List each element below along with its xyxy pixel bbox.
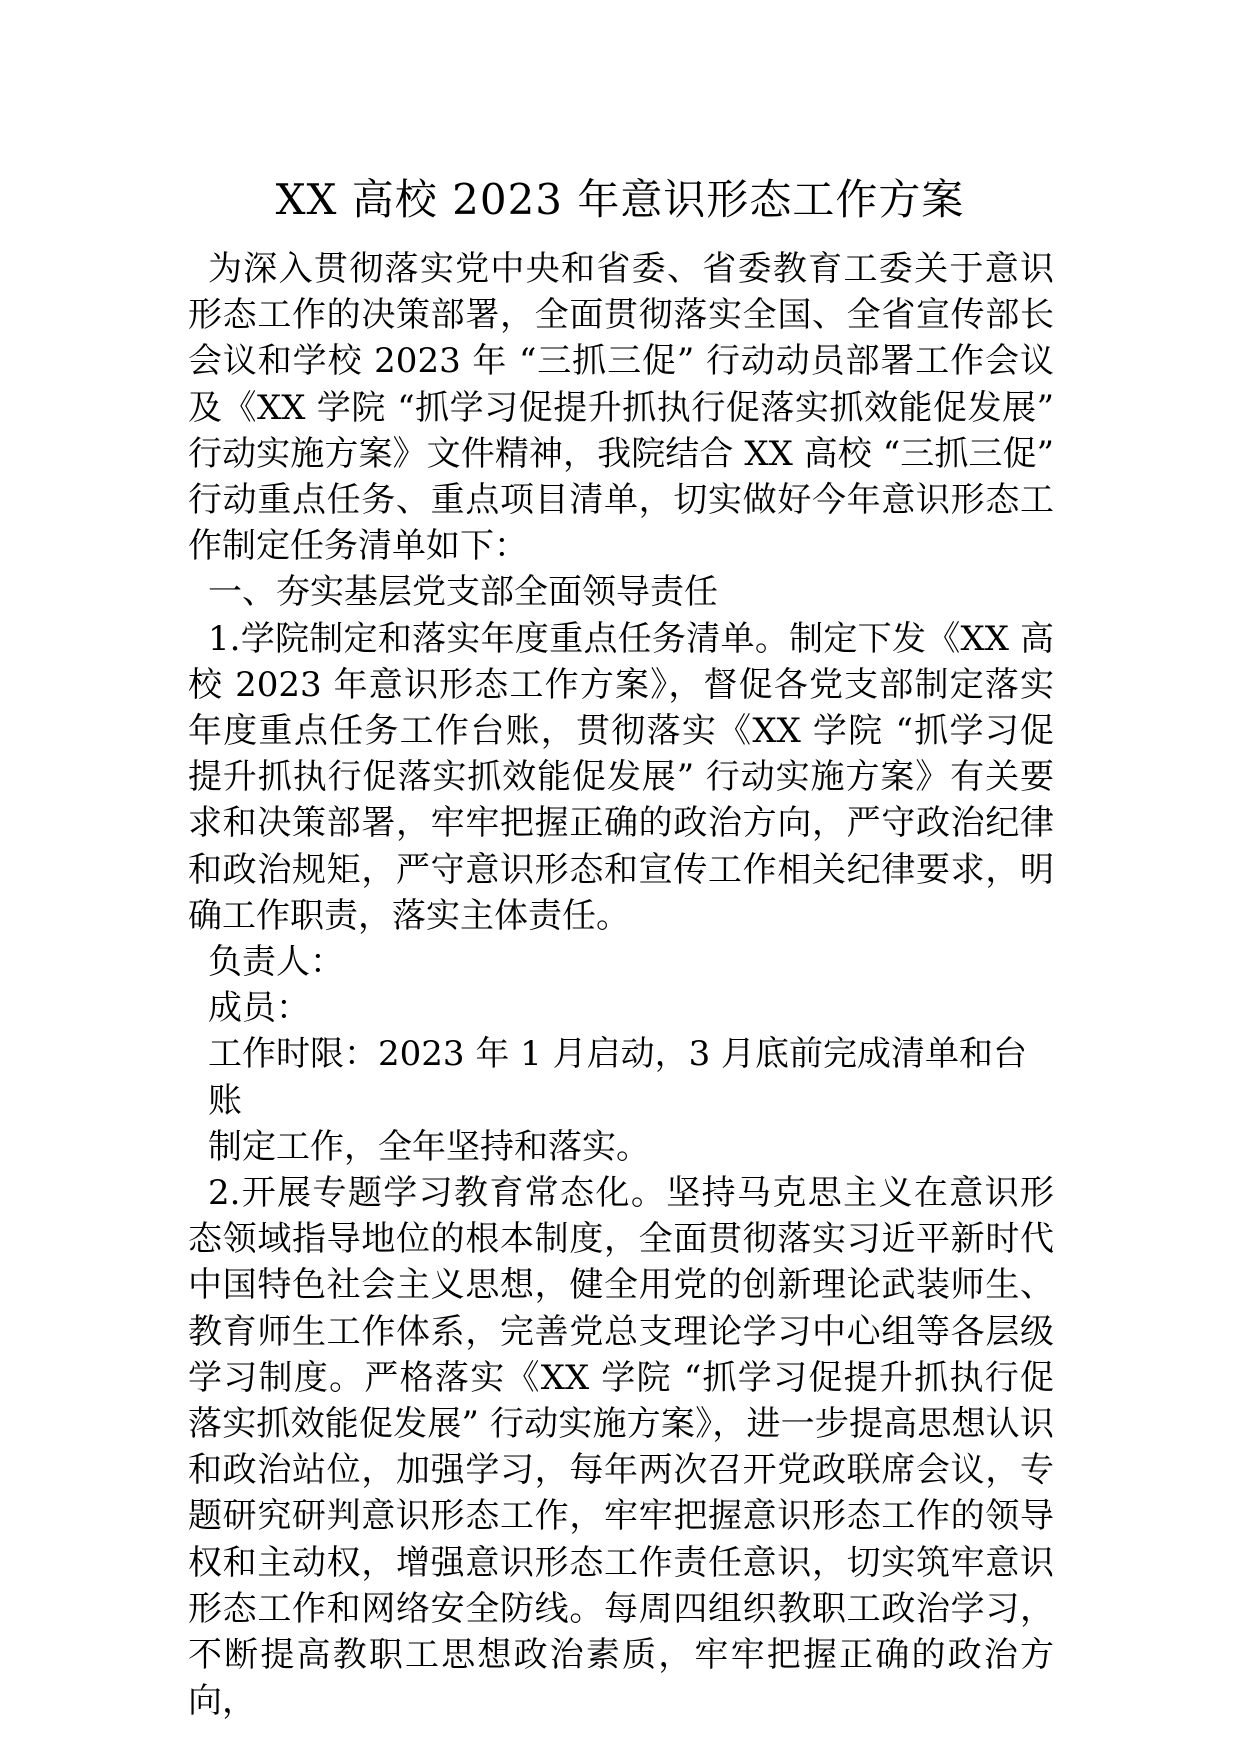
intro-paragraph: 为深入贯彻落实党中央和省委、省委教育工委关于意识形态工作的决策部署，全面贯彻落实全国、全省宣传部长会议和学校 2023 年 “三抓三促” 行动动员部署工作会议及《XX 学院 “抓学习促提升抓执行促落实抓效能促发展” 行动实施方案》文件精神，我院结合 XX 高校 “三抓三促” 行动重点任务、重点项目清单，切实做好今年意识形态工作制定任务清单如下： [188,249,1054,567]
deadline-line: 工作时限：2023 年 1 月启动，3 月底前完成清单和台账 [208,1034,1028,1121]
members-line: 成员： [208,988,310,1029]
deadline-continuation: 制定工作，全年坚持和落实。 [208,1126,650,1167]
section-heading: 一、夯实基层党支部全面领导责任 [208,572,718,613]
task-item-1: 1.学院制定和落实年度重点任务清单。制定下发《XX 高校 2023 年意识形态工作方案》，督促各党支部制定落实年度重点任务工作台账，贯彻落实《XX 学院 “抓学习促提升抓执行促落实抓效能促发展” 行动实施方案》有关要求和决策部署，牢牢把握正确的政治方向，严守政治纪律和政治规矩，严守意识形态和宣传工作相关纪律要求，明确工作职责，落实主体责任。 [188,618,1054,936]
task-item-2: 2.开展专题学习教育常态化。坚持马克思主义在意识形态领域指导地位的根本制度，全面贯彻落实习近平新时代中国特色社会主义思想，健全用党的创新理论武装师生、教育师生工作体系，完善党总支理论学习中心组等各层级学习制度。严格落实《XX 学院 “抓学习促提升抓执行促落实抓效能促发展” 行动实施方案》，进一步提高思想认识和政治站位，加强学习，每年两次召开党政联席会议，专题研究研判意识形态工作，牢牢把握意识形态工作的领导权和主动权，增强意识形态工作责任意识，切实筑牢意识形态工作和网络安全防线。每周四组织教职工政治学习，不断提高教职工思想政治素质，牢牢把握正确的政治方向， [188,1173,1054,1722]
document-title: XX 高校 2023 年意识形态工作方案 [275,175,965,224]
document-body [188,246,1054,1725]
responsible-person-line: 负责人： [208,942,344,983]
